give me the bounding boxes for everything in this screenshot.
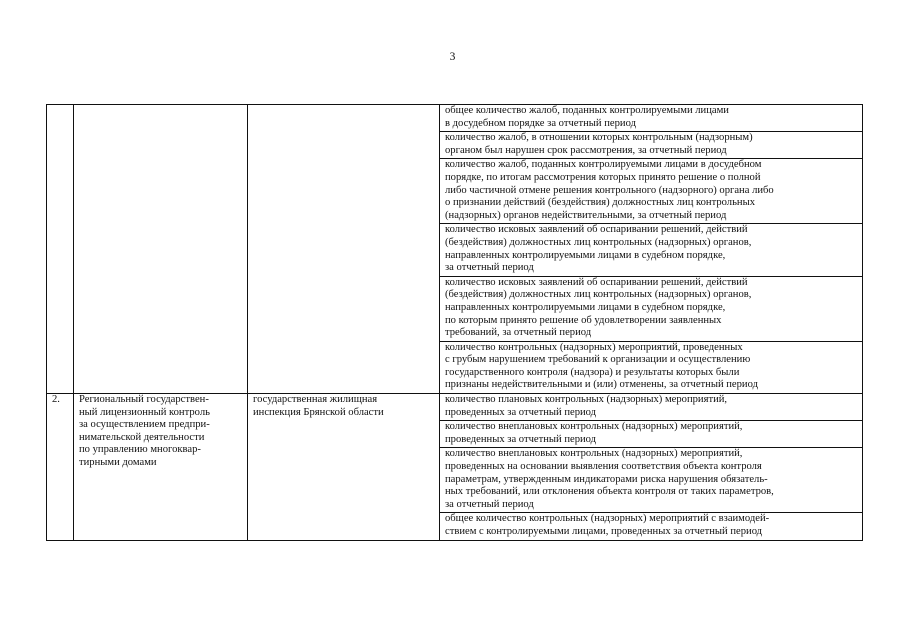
indicator-cell: [440, 394, 863, 421]
indicator-cell: [440, 421, 863, 448]
indicator-cell: [440, 132, 863, 159]
table-row: [47, 394, 863, 421]
row-number-cell: [47, 105, 74, 394]
indicator-text: общее количество жалоб, поданных контролируемыми лицами в досудебном порядке за отчетный период: [445, 105, 729, 129]
control-body-cell: [248, 105, 440, 394]
page-number: 3: [449, 51, 456, 63]
indicator-text: общее количество контрольных (надзорных) мероприятий с взаимодей- ствием с контролируемыми лицами, проведенных за отчетный период: [445, 513, 770, 537]
indicator-text: количество жалоб, в отношении которых контрольным (надзорным) органом был нарушен срок рассмотрения, за отчетный период: [445, 132, 753, 156]
table-row: [47, 105, 863, 132]
control-type-cell: Региональный государствен- ный лицензионный контроль за осуществлением предпри- нимательской деятельности по управлению многоквар- тирными домами: [74, 394, 248, 541]
indicator-cell: [440, 513, 863, 540]
indicators-table: [46, 104, 863, 541]
indicator-cell: [440, 224, 863, 276]
indicator-cell: [440, 159, 863, 224]
indicator-text: количество внеплановых контрольных (надзорных) мероприятий, проведенных на основании выявления соответствия объекта контроля параметрам, утвержденным индикаторами риска нарушения обязатель- ных требований, или отклонения объекта контроля от таких параметров, за отчетный период: [445, 448, 774, 510]
indicator-text: количество внеплановых контрольных (надзорных) мероприятий, проведенных за отчетный период: [445, 421, 743, 445]
indicator-text: количество жалоб, поданных контролируемыми лицами в досудебном порядке, по итогам рассмотрения которых принято решение о полной либо частичной отмене решения контрольного (надзорного) органа либо о признании действий (бездействия) должностных лиц контрольных (надзорных) органов недействительными, за отчетный период: [445, 159, 774, 221]
indicator-text: количество плановых контрольных (надзорных) мероприятий, проведенных за отчетный период: [445, 394, 728, 418]
indicator-cell: [440, 448, 863, 513]
control-body-cell: государственная жилищная инспекция Брянской области: [248, 394, 440, 541]
row-number-cell: 2.: [47, 394, 74, 541]
control-type-cell: [74, 105, 248, 394]
indicator-cell: [440, 276, 863, 341]
indicator-text: количество контрольных (надзорных) мероприятий, проведенных с грубым нарушением требований к организации и осуществлению государственного контроля (надзора) и результаты которых были признаны недействительными и (или) отменены, за отчетный период: [445, 341, 758, 391]
indicator-text: количество исковых заявлений об оспаривании решений, действий (бездействия) должностных лиц контрольных (надзорных) органов, направленных контролируемыми лицами в судебном порядке, за отчетный период: [445, 224, 752, 274]
indicator-text: количество исковых заявлений об оспаривании решений, действий (бездействия) должностных лиц контрольных (надзорных) органов, направленных контролируемыми лицами в судебном порядке, по которым принято решение об удовлетворении заявленных требований, за отчетный период: [445, 276, 752, 339]
indicator-cell: [440, 105, 863, 132]
indicator-cell: [440, 341, 863, 393]
